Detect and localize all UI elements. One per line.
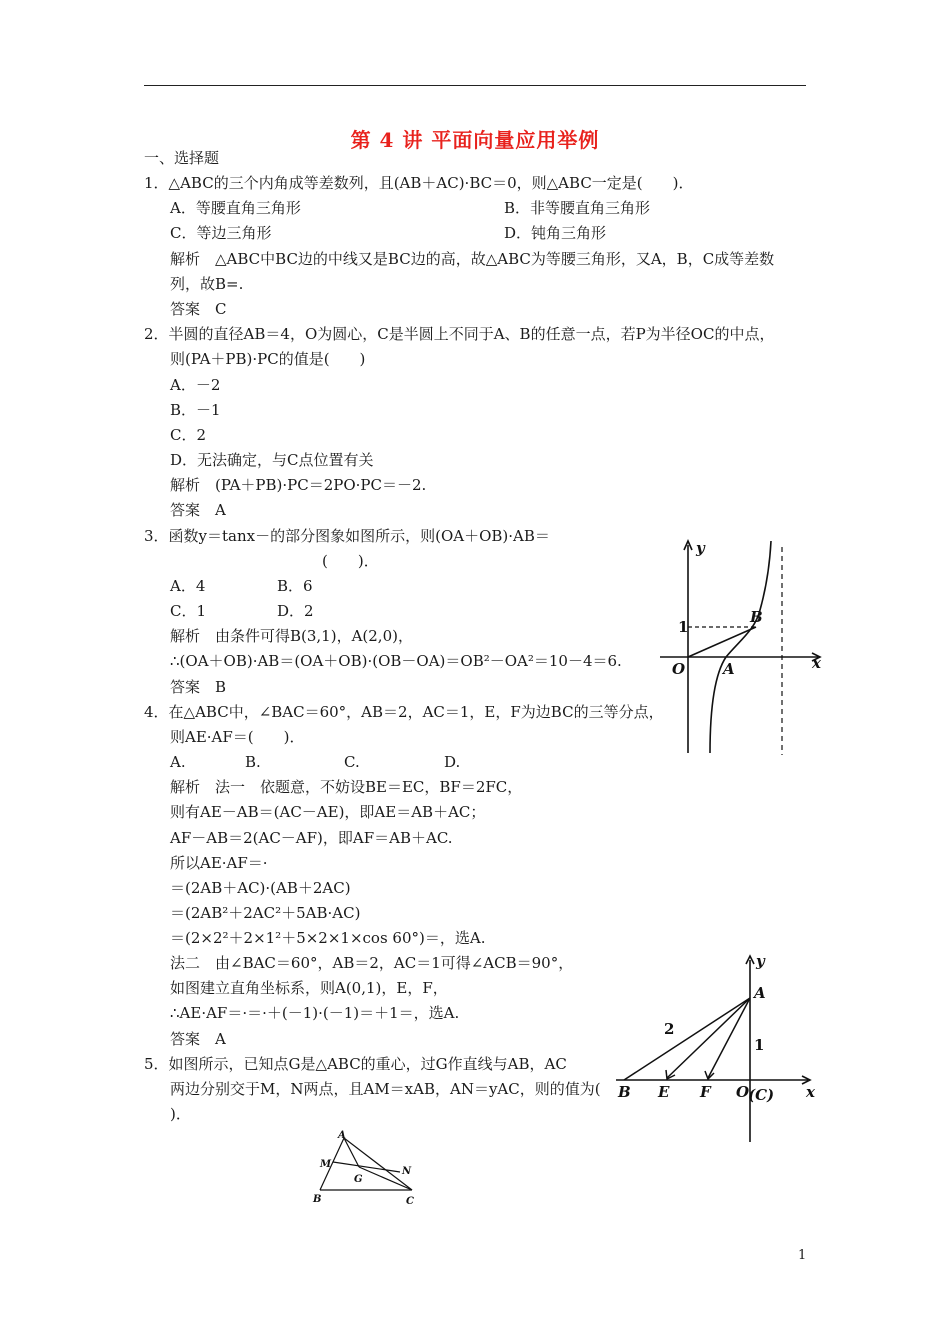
q3-analysis-cont: ∴(OA＋OB)·AB＝(OA＋OB)·(OB－OA)＝OB²－OA²＝10－4＝6.	[170, 652, 622, 670]
q3-option-c: C．1	[170, 602, 207, 620]
q4-analysis-5: ＝(2AB＋AC)·(AB＋2AC)	[170, 879, 351, 897]
q1-option-c: C．等边三角形	[170, 224, 272, 242]
section-heading: 一、选择题	[144, 149, 220, 167]
point-a-label: A	[754, 984, 766, 1002]
q1-analysis-cont: 列，故B=.	[170, 275, 244, 293]
page-title: 第 4 讲 平面向量应用举例	[350, 128, 600, 152]
q3-option-a: A．4	[170, 577, 206, 595]
segment-ab	[624, 998, 750, 1080]
q4-option-b: B.	[245, 753, 261, 771]
header-rule	[144, 85, 806, 86]
length-ab-label: 2	[664, 1020, 675, 1038]
origin-label: O	[672, 660, 686, 678]
point-a-label: A	[338, 1130, 346, 1141]
q2-answer: 答案 A	[170, 501, 226, 519]
q4-option-a: A.	[170, 753, 186, 771]
point-m-label: M	[320, 1159, 332, 1170]
q4-analysis-8: 法二 由∠BAC＝60°，AB＝2，AC＝1可得∠ACB＝90°，	[170, 954, 574, 972]
segment-ae	[667, 998, 750, 1078]
point-a-label: A	[723, 660, 735, 678]
q1-option-a: A．等腰直角三角形	[170, 199, 301, 217]
point-c-label: C	[406, 1196, 414, 1207]
q2-option-a: A．－2	[170, 376, 221, 394]
q4-answer: 答案 A	[170, 1030, 226, 1048]
q4-analysis-7: ＝(2×2²＋2×1²＋5×2×1×cos 60°)＝，选A.	[170, 929, 486, 947]
point-n-label: N	[402, 1166, 412, 1177]
tick-one-label: 1	[678, 618, 689, 636]
q4-stem-cont: 则AE·AF＝( )．	[170, 728, 305, 746]
point-c-label: (C)	[748, 1086, 775, 1104]
x-axis-label: x	[806, 1083, 815, 1101]
q5-stem-end: )．	[170, 1105, 191, 1123]
q1-analysis: 解析 △ABC中BC边的中线又是BC边的高，故△ABC为等腰三角形，又A，B，C成等差数	[170, 250, 775, 268]
point-b-label: B	[313, 1194, 322, 1205]
q2-analysis: 解析 (PA＋PB)·PC＝2PO·PC＝－2.	[170, 476, 427, 494]
q4-analysis-2: 则有AE－AB＝(AC－AE)，即AE＝AB＋AC；	[170, 803, 486, 821]
q3-answer: 答案 B	[170, 678, 227, 696]
q4-analysis-9: 如图建立直角坐标系，则A(0,1)，E，F，	[170, 979, 448, 997]
x-axis-label: x	[812, 654, 821, 672]
median-ag	[344, 1138, 359, 1167]
q4-analysis-4: 所以AE·AF＝·	[170, 854, 268, 872]
q3-stem-cont: ( )．	[322, 552, 379, 570]
tan-graph-figure	[650, 535, 830, 760]
q2-stem-cont: 则(PA＋PB)·PC的值是( )	[170, 350, 366, 368]
y-axis-label: y	[756, 952, 765, 970]
q3-option-b: B．6	[277, 577, 313, 595]
q5-stem-cont: 两边分别交于M，N两点，且AM＝xAB，AN＝yAC，则的值为(	[170, 1080, 601, 1098]
q4-option-c: C.	[344, 753, 360, 771]
q2-option-d: D．无法确定，与C点位置有关	[170, 451, 374, 469]
q1-answer: 答案 C	[170, 300, 227, 318]
segment-ob	[688, 627, 756, 657]
segment-af	[708, 998, 750, 1078]
point-b-label: B	[618, 1083, 631, 1101]
coordinate-triangle-figure	[612, 950, 822, 1150]
q3-option-d: D．2	[277, 602, 314, 620]
origin-label: O	[736, 1083, 750, 1101]
q4-analysis-6: ＝(2AB²＋2AC²＋5AB·AC)	[170, 904, 361, 922]
point-b-label: B	[750, 608, 763, 626]
point-e-label: E	[658, 1083, 670, 1101]
q2-option-c: C．2	[170, 426, 207, 444]
q1-option-d: D．钝角三角形	[504, 224, 607, 242]
q5-stem: 5．如图所示，已知点G是△ABC的重心，过G作直线与AB，AC	[144, 1055, 567, 1073]
y-axis-label: y	[696, 539, 705, 557]
q3-analysis: 解析 由条件可得B(3,1)，A(2,0)，	[170, 627, 413, 645]
q2-stem: 2．半圆的直径AB＝4，O为圆心，C是半圆上不同于A、B的任意一点，若P为半径OC的中点，	[144, 325, 775, 343]
point-f-label: F	[700, 1083, 711, 1101]
q1-stem: 1．△ABC的三个内角成等差数列，且(AB＋AC)·BC＝0，则△ABC一定是( )．	[144, 174, 694, 192]
centroid-triangle-figure	[308, 1126, 426, 1211]
page-number: 1	[798, 1248, 807, 1263]
q1-option-b: B．非等腰直角三角形	[504, 199, 651, 217]
q4-analysis-10: ∴AE·AF＝·＝·＋(－1)·(－1)＝＋1＝，选A.	[170, 1004, 460, 1022]
q4-option-d: D.	[444, 753, 461, 771]
q3-stem: 3．函数y＝tanx－的部分图象如图所示，则(OA＋OB)·AB＝	[144, 527, 550, 545]
q4-stem: 4．在△ABC中，∠BAC＝60°，AB＝2，AC＝1，E，F为边BC的三等分点，	[144, 703, 664, 721]
length-ac-label: 1	[754, 1036, 765, 1054]
point-g-label: G	[354, 1174, 363, 1185]
q4-analysis-1: 解析 法一 依题意，不妨设BE＝EC，BF＝2FC，	[170, 778, 523, 796]
tan-curve	[710, 541, 771, 753]
q2-option-b: B．－1	[170, 401, 221, 419]
q4-analysis-3: AF－AB＝2(AC－AF)，即AF＝AB＋AC.	[170, 829, 453, 847]
